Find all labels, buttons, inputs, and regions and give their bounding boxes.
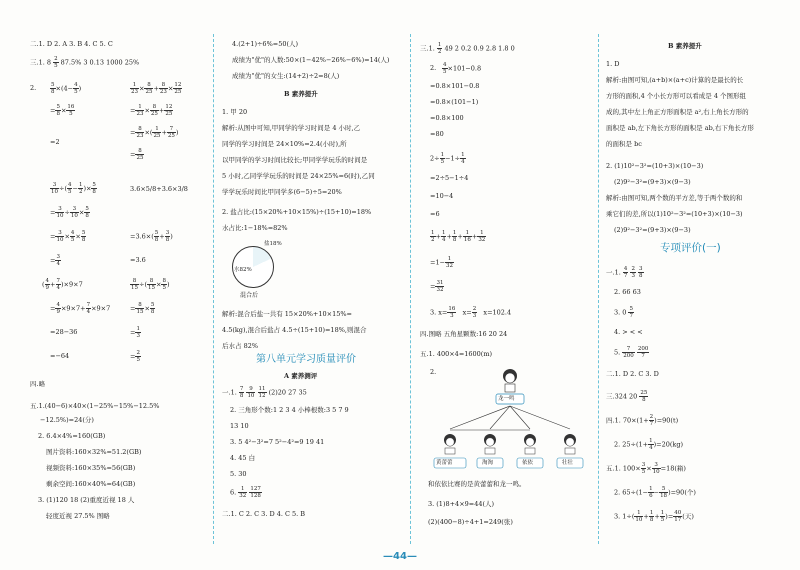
math-step: = $\frac{3}{4}$ xyxy=(50,254,60,267)
section-heading: B 素养提升 xyxy=(284,90,318,98)
math-step: = $\frac{1}{23}$ × $\frac{8}{25}$ + $\frac{12}{25}$ xyxy=(130,104,173,117)
answer-line: 4.(2+1)÷6%=50(人) xyxy=(232,40,299,48)
explanation-line: 成的,其中左上角正方形面积是 a²,右上角长方形的 xyxy=(606,108,749,116)
pie-label-salt: 盐18% xyxy=(264,241,282,247)
answer-line: 2. 65÷(1− $\frac{1}{6}$ − $\frac{5}{18}$ )=90(个) xyxy=(614,486,696,499)
answer-line: 一.1. $\frac{7}{8}$ $\frac{9}{10}$ $\frac{11}{12}$ (2)20 27 35 xyxy=(222,386,307,399)
math-step: $\frac{5}{8}$ ×(4− $\frac{4}{5}$ ) xyxy=(51,82,82,95)
explanation-line: 解析:由图可知,(a+b)×(a+c)计算的是最长的长 xyxy=(606,76,744,84)
answer-line: 3. 5 4²−3²=7 5²−4²=9 19 41 xyxy=(230,438,325,446)
person-name: 壮壮 xyxy=(562,460,574,466)
answer-column-2 xyxy=(222,34,400,544)
answer-line: 轻度近视 27.5% 图略 xyxy=(46,512,110,520)
answer-line: 1. D xyxy=(606,60,620,68)
answer-line: 5. 30 xyxy=(230,470,247,478)
person-3 xyxy=(524,434,536,454)
explanation-line: 方形的面积,4 个小长方形可以看成是 4 个图形组 xyxy=(606,92,747,100)
person-top xyxy=(503,369,517,392)
answer-line: 2. 三角形个数:1 2 3 4 小棒根数:3 5 7 9 xyxy=(230,406,349,414)
answer-line: 三.1. $\frac{1}{2}$ 49 2 0.2 0.9 2.8 1.8 0 xyxy=(420,42,515,55)
math-step: 3.6×5/8+3.6×3/8 xyxy=(130,185,188,193)
explanation-line: 后水占 82% xyxy=(222,342,259,350)
math-step: =1− $\frac{1}{32}$ xyxy=(430,256,454,269)
person-1 xyxy=(444,434,456,454)
match-line xyxy=(510,406,530,429)
math-step: $\frac{8}{15}$ ÷( $\frac{8}{15}$ × $\frac{8}{5}$ ) xyxy=(131,278,170,291)
answer-line: 一.1. $\frac{4}{7}$ $\frac{2}{3}$ $\frac{3}{8}$ xyxy=(606,266,643,279)
explanation-line: 解析:从图中可知,甲同学的学习时间是 4 小时,乙 xyxy=(222,124,361,132)
question-number: 2. xyxy=(430,64,437,72)
section-title: 专项评价(一) xyxy=(660,242,721,254)
math-step: =3.6 xyxy=(130,256,146,264)
pie-label-water: 水82% xyxy=(234,267,252,273)
answer-line: 四.图略 五角星颗数:16 20 24 xyxy=(420,330,508,338)
answer-line: 剩余空间:160×40%=64(GB) xyxy=(46,480,136,488)
answer-line: 3. (1)8+4×9=44(人) xyxy=(428,500,495,508)
answer-line: 1. 甲 20 xyxy=(222,108,248,116)
answer-line: 水占比:1−18%=82% xyxy=(222,224,288,232)
math-step: =28−36 xyxy=(50,328,78,336)
math-step: = $\frac{8}{25}$ xyxy=(130,148,144,161)
answer-line: 4. 45 白 xyxy=(230,454,256,462)
match-diagram xyxy=(430,364,590,474)
math-step: = $\frac{8}{15}$ × $\frac{5}{8}$ xyxy=(130,302,155,315)
math-step: = $\frac{8}{23}$ ×( $\frac{1}{25}$ + $\frac{7}{25}$ ) xyxy=(130,126,179,139)
answer-line: 三.1. 8 $\frac{2}{5}$ 87.5% 3 0.13 1000 25% xyxy=(30,56,140,69)
answer-line: 2. 6.4×4%=160(GB) xyxy=(38,432,106,440)
math-step: =2 xyxy=(50,138,60,146)
answer-line: (2)9²−3²=(9+3)×(9−3) xyxy=(614,178,691,186)
answer-line: 3. 0 $\frac{5}{7}$ xyxy=(614,306,633,319)
answer-line: 5. $\frac{7}{200}$ $\frac{200}{7}$ xyxy=(614,346,649,359)
answer-line: 13 10 xyxy=(230,422,249,430)
explanation-line: 乘它们的差,所以(1)10²−3²=(10+3)×(10−3) xyxy=(606,210,743,218)
answer-line: 2. (1)10²−3²=(10+3)×(10−3) xyxy=(606,162,704,170)
explanation-line: 5 小时,乙同学学玩乐的时间是 24×25%=6(时),乙同 xyxy=(222,172,375,180)
math-step: = $\frac{1}{3}$ xyxy=(130,326,140,339)
math-step: = $\frac{3}{10}$ ÷ $\frac{3}{10}$ × $\frac{5}{8}$ xyxy=(50,206,89,219)
question-number: 2. xyxy=(430,368,437,376)
answer-line: 二.1. D 2. C 3. D xyxy=(606,370,659,378)
answer-line: 图片资料:160×32%=51.2(GB) xyxy=(46,448,142,456)
answer-line: 视频资料:160×35%=56(GB) xyxy=(46,464,136,472)
answer-line: 四.略 xyxy=(30,380,46,388)
section-heading: B 素养提升 xyxy=(668,42,702,50)
answer-line: 2. 盐占比:(15×20%+10×15%)÷(15+10)=18% xyxy=(222,208,372,216)
answer-line: (2)(400−8)÷4+1=249(张) xyxy=(428,518,513,526)
column-divider xyxy=(410,34,411,544)
section-heading: A 素养测评 xyxy=(284,372,318,380)
answer-column-1 xyxy=(30,34,208,544)
person-4 xyxy=(564,434,576,454)
math-step: 2÷ $\frac{1}{5}$ −1÷ $\frac{1}{4}$ xyxy=(430,152,465,165)
math-step: =0.8×100 xyxy=(430,114,464,122)
answer-line: 成绩为"优"的女生:(14+2)÷2=8(人) xyxy=(232,72,340,80)
math-step: =10−4 xyxy=(430,192,454,200)
match-line xyxy=(510,406,570,429)
column-divider xyxy=(598,34,599,544)
explanation-line: 以甲同学的学习时间比较长;甲同学学玩乐的时间是 xyxy=(222,156,368,164)
explanation-line: 面积是 ab,左下角长方形的面积是 ab,右下角长方形 xyxy=(606,124,754,132)
answer-line: 2. 66 63 xyxy=(614,288,641,296)
answer-line: −12.5%)=24(分) xyxy=(40,416,94,424)
answer-line: 四.1. 70×(1+ $\frac{2}{7}$ )=90(t) xyxy=(606,414,679,427)
person-name-top: 龙一鸣 xyxy=(498,396,515,402)
math-step: $\frac{1}{23}$ × $\frac{8}{25}$ + $\frac{8}{23}$ × $\frac{12}{25}$ xyxy=(131,82,182,95)
answer-line: 二.1. C 2. C 3. D 4. C 5. B xyxy=(222,510,306,518)
math-step: = $\frac{4}{9}$ ×9×7+ $\frac{7}{4}$ ×9×7 xyxy=(50,302,111,315)
math-step: = $\frac{3}{10}$ × $\frac{4}{5}$ × $\frac{5}{8}$ xyxy=(50,230,86,243)
answer-line: 3. 1÷( $\frac{1}{10}$ + $\frac{1}{8}$ + $\frac{1}{5}$ )= $\frac{40}{17}$ (天) xyxy=(614,510,694,523)
match-line xyxy=(450,406,510,429)
math-step: =2÷5−1÷4 xyxy=(430,174,469,182)
math-step: =3.6×( $\frac{5}{8}$ + $\frac{3}{8}$ ) xyxy=(130,230,173,243)
math-step: = $\frac{5}{8}$ × $\frac{16}{5}$ xyxy=(50,104,75,117)
math-step: =−64 xyxy=(50,352,70,360)
math-step: =0.8×101−0.8 xyxy=(430,82,480,90)
answer-line: 和依依比赛的是黄蕾蕾和龙一鸣。 xyxy=(428,480,526,488)
math-step: = $\frac{31}{32}$ xyxy=(430,280,444,293)
person-name: 淘淘 xyxy=(482,460,494,466)
page-number: —44— xyxy=(383,551,417,562)
math-step: $\frac{1}{2}$ + $\frac{1}{4}$ + $\frac{1}{8}$ + $\frac{1}{16}$ + $\frac{1}{32}$ xyxy=(431,230,486,243)
math-step: =6 xyxy=(430,210,440,218)
answer-line: 二.1. D 2. A 3. B 4. C 5. C xyxy=(30,40,113,48)
explanation-line: 解析:混合后盐一共有 15×20%+10×15%= xyxy=(222,310,352,318)
pie-caption: 混合后 xyxy=(240,292,259,299)
answer-column-3 xyxy=(420,34,590,544)
explanation-line: 的面积是 bc xyxy=(606,140,642,148)
answer-line: 3. (1)120 18 (2)重度近视 18 人 xyxy=(38,496,135,504)
explanation-line: (2)9²−3²=(9+3)×(9−3) xyxy=(614,226,691,234)
math-step: $\frac{4}{5}$ ×101−0.8 xyxy=(443,62,482,75)
math-step: = $\frac{2}{5}$ xyxy=(130,350,140,363)
person-name: 黄蕾蕾 xyxy=(436,460,453,466)
explanation-line: 解析:由图可知,两个数的平方差,等于两个数的和 xyxy=(606,194,743,202)
column-divider xyxy=(213,34,214,544)
explanation-line: 同学的学习时间是 24×10%=2.4(小时),所 xyxy=(222,140,347,148)
answer-line: 4. > < < xyxy=(614,328,643,336)
match-line xyxy=(490,406,510,429)
answer-column-4 xyxy=(606,34,776,544)
answer-line: 五.1. 100× $\frac{3}{5}$ × $\frac{3}{10}$ =18(箱) xyxy=(606,462,686,475)
answer-line: 三.324 20 $\frac{25}{8}$ xyxy=(606,390,648,403)
math-step: $\frac{3}{10}$ ÷( $\frac{4}{5}$ − $\frac{1}{2}$ )× $\frac{5}{8}$ xyxy=(51,182,96,195)
explanation-line: 4.5(kg),混合后盐占 4.5÷(15+10)=18%,则混合 xyxy=(222,326,367,334)
answer-line: 6. $\frac{1}{32}$ $\frac{127}{128}$ xyxy=(230,486,261,499)
person-2 xyxy=(484,434,496,454)
answer-line: 五.1.(40−6)×40×(1−25%−15%−12.5% xyxy=(30,402,160,410)
explanation-line: 学学玩乐时间比甲同学多(6−5)÷5=20% xyxy=(222,188,342,196)
answer-line: 2. 25÷(1+ $\frac{1}{4}$ )=20(kg) xyxy=(614,438,684,451)
answer-line: 3. x= $\frac{16}{3}$ x= $\frac{2}{3}$ x=102.4 xyxy=(430,306,512,319)
unit-title: 第八单元学习质量评价 xyxy=(256,354,356,365)
answer-line: 五.1. 400×4=1600(m) xyxy=(420,350,493,358)
answer-line: 成绩为"优"的人数:50×(1−42%−26%−6%)=14(人) xyxy=(232,56,390,64)
math-step: ( $\frac{4}{9}$ + $\frac{7}{4}$ )×9×7 xyxy=(42,278,83,291)
question-number: 2. xyxy=(30,84,37,92)
math-step: =80 xyxy=(430,130,444,138)
math-step: =0.8×(101−1) xyxy=(430,98,479,106)
person-name: 依依 xyxy=(522,460,534,466)
